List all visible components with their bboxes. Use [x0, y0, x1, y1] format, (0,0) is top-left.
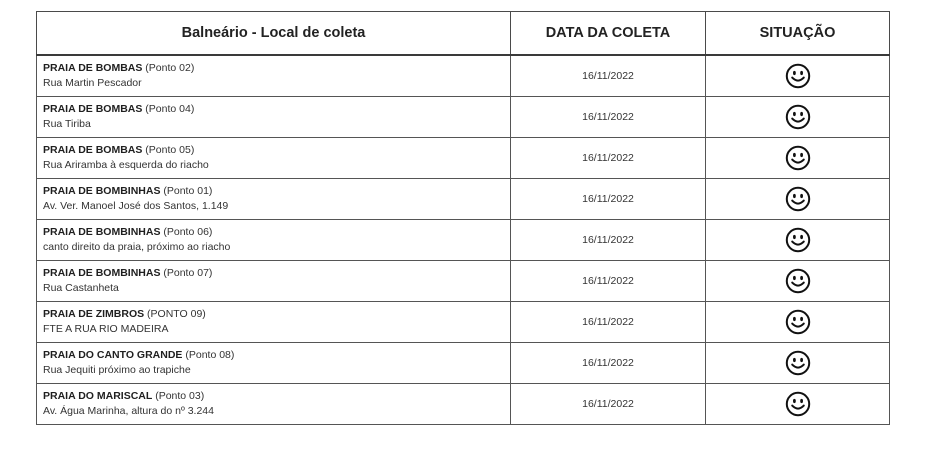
location-address: Rua Castanheta — [43, 282, 119, 294]
location-title — [43, 266, 510, 281]
location-cell — [37, 261, 511, 302]
header-status: SITUAÇÃO — [706, 12, 890, 56]
table-row — [37, 55, 890, 97]
table-row — [37, 343, 890, 384]
status-cell — [706, 55, 890, 97]
point-label: (Ponto 05) — [142, 144, 195, 156]
status-cell — [706, 384, 890, 425]
table-row — [37, 138, 890, 179]
balneability-table — [36, 11, 890, 425]
point-label: (Ponto 01) — [160, 185, 213, 197]
location-title — [43, 102, 510, 117]
location-title — [43, 61, 510, 76]
smiley-icon — [785, 391, 811, 417]
location-address: Rua Tiriba — [43, 118, 91, 130]
smiley-icon — [785, 145, 811, 171]
beach-name: PRAIA DO CANTO GRANDE — [43, 349, 183, 361]
smiley-icon — [785, 309, 811, 335]
location-address: Rua Jequiti próximo ao trapiche — [43, 364, 191, 376]
table-header-row — [37, 12, 890, 56]
point-label: (Ponto 04) — [142, 103, 195, 115]
balneability-table-wrapper — [36, 11, 889, 425]
beach-name: PRAIA DE BOMBAS — [43, 62, 143, 74]
smiley-icon — [785, 350, 811, 376]
collection-date: 16/11/2022 — [511, 261, 706, 302]
location-address: canto direito da praia, próximo ao riacho — [43, 241, 231, 253]
collection-date: 16/11/2022 — [511, 220, 706, 261]
location-address: Av. Água Marinha, altura do nº 3.244 — [43, 405, 214, 417]
location-cell — [37, 384, 511, 425]
status-cell — [706, 343, 890, 384]
header-date: DATA DA COLETA — [511, 12, 706, 56]
beach-name: PRAIA DE ZIMBROS — [43, 308, 145, 320]
beach-name: PRAIA DE BOMBAS — [43, 103, 143, 115]
beach-name: PRAIA DE BOMBINHAS — [43, 185, 161, 197]
status-cell — [706, 179, 890, 220]
location-cell — [37, 138, 511, 179]
table-body — [37, 55, 890, 425]
smiley-icon — [785, 104, 811, 130]
location-cell — [37, 220, 511, 261]
location-cell — [37, 343, 511, 384]
status-cell — [706, 97, 890, 138]
beach-name: PRAIA DE BOMBAS — [43, 144, 143, 156]
beach-name: PRAIA DO MARISCAL — [43, 390, 153, 402]
location-title — [43, 143, 510, 158]
location-title — [43, 307, 510, 322]
point-label: (Ponto 08) — [182, 349, 235, 361]
collection-date: 16/11/2022 — [511, 179, 706, 220]
point-label: (Ponto 07) — [160, 267, 213, 279]
location-title — [43, 348, 510, 363]
location-title — [43, 184, 510, 199]
collection-date: 16/11/2022 — [511, 55, 706, 97]
collection-date: 16/11/2022 — [511, 97, 706, 138]
status-cell — [706, 220, 890, 261]
table-row — [37, 179, 890, 220]
table-row — [37, 302, 890, 343]
beach-name: PRAIA DE BOMBINHAS — [43, 226, 161, 238]
collection-date: 16/11/2022 — [511, 138, 706, 179]
point-label: (Ponto 06) — [160, 226, 213, 238]
point-label: (Ponto 02) — [142, 62, 195, 74]
collection-date: 16/11/2022 — [511, 343, 706, 384]
location-cell — [37, 55, 511, 97]
status-cell — [706, 138, 890, 179]
point-label: (PONTO 09) — [144, 308, 206, 320]
header-location: Balneário - Local de coleta — [37, 12, 511, 56]
collection-date: 16/11/2022 — [511, 302, 706, 343]
location-title — [43, 389, 510, 404]
point-label: (Ponto 03) — [152, 390, 205, 402]
location-address: FTE A RUA RIO MADEIRA — [43, 323, 169, 335]
location-address: Rua Martin Pescador — [43, 77, 142, 89]
beach-name: PRAIA DE BOMBINHAS — [43, 267, 161, 279]
smiley-icon — [785, 63, 811, 89]
location-cell — [37, 179, 511, 220]
location-address: Av. Ver. Manoel José dos Santos, 1.149 — [43, 200, 229, 212]
table-row — [37, 261, 890, 302]
location-cell — [37, 302, 511, 343]
smiley-icon — [785, 227, 811, 253]
location-cell — [37, 97, 511, 138]
smiley-icon — [785, 268, 811, 294]
location-title — [43, 225, 510, 240]
table-row — [37, 220, 890, 261]
smiley-icon — [785, 186, 811, 212]
status-cell — [706, 302, 890, 343]
collection-date: 16/11/2022 — [511, 384, 706, 425]
table-row — [37, 384, 890, 425]
status-cell — [706, 261, 890, 302]
location-address: Rua Ariramba à esquerda do riacho — [43, 159, 209, 171]
table-row — [37, 97, 890, 138]
